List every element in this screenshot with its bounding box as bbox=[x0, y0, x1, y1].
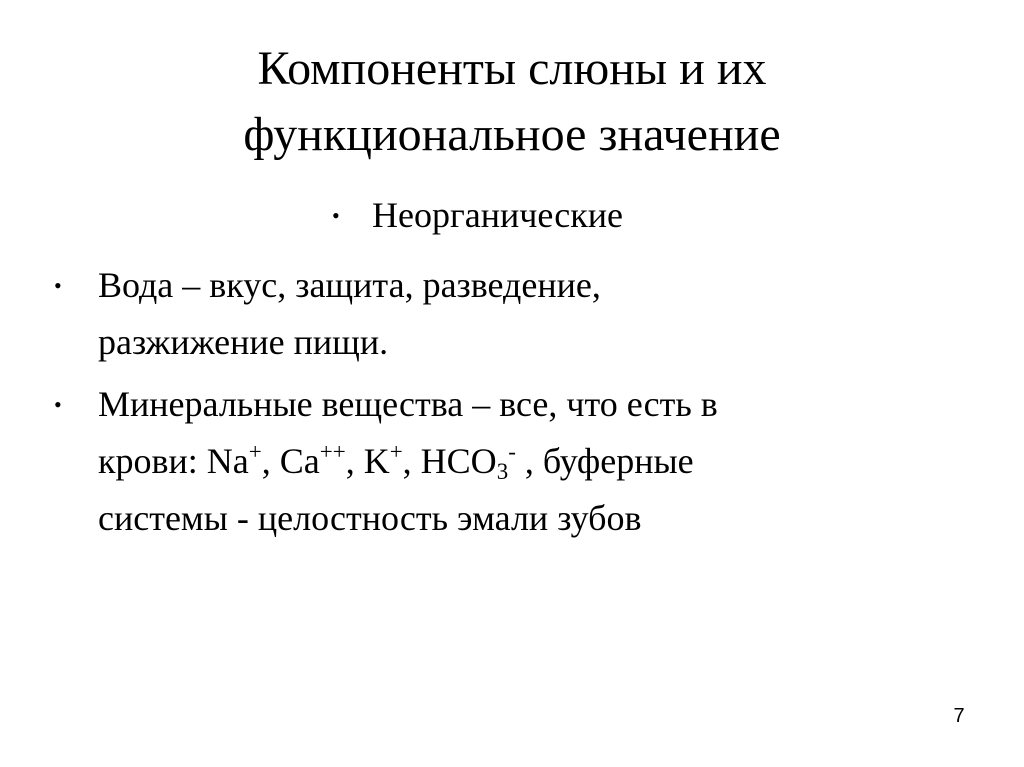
chem-na: Na bbox=[206, 441, 249, 481]
chem-hco: HCO bbox=[420, 441, 497, 481]
bullet-icon: • bbox=[54, 392, 62, 417]
chem-k: K bbox=[363, 441, 390, 481]
bullet-icon: • bbox=[54, 273, 62, 298]
text-separator: , bbox=[261, 441, 280, 481]
text-suffix: , буферные bbox=[515, 441, 694, 481]
bullet-list bbox=[52, 257, 952, 552]
chem-ca: Ca bbox=[279, 441, 320, 481]
chem-ca-charge: ++ bbox=[319, 439, 346, 464]
chem-hco-charge: - bbox=[508, 439, 516, 464]
slide-title-line-2: функциональное значение bbox=[243, 108, 781, 161]
text-prefix: крови: bbox=[98, 441, 207, 481]
bullet-item-minerals bbox=[52, 376, 952, 547]
text-separator: , bbox=[402, 441, 421, 481]
chem-k-charge: + bbox=[389, 439, 403, 464]
chem-na-charge: + bbox=[248, 439, 262, 464]
bullet-minerals-line-1: Минеральные вещества – все, что есть в bbox=[98, 384, 718, 424]
bullet-minerals-line-3: системы - целостность эмали зубов bbox=[98, 498, 642, 538]
bullet-water-line-2: разжижение пищи. bbox=[98, 322, 389, 362]
chem-hco-index: 3 bbox=[496, 459, 509, 484]
bullet-icon: • bbox=[332, 203, 340, 228]
bullet-water-line-1: Вода – вкус, защита, разведение, bbox=[98, 265, 601, 305]
text-separator: , bbox=[345, 441, 364, 481]
slide-number: 7 bbox=[953, 705, 965, 727]
subheading-text: Неорганические bbox=[372, 195, 623, 235]
slide-title bbox=[0, 36, 1024, 168]
bullet-minerals-line-2 bbox=[98, 433, 952, 490]
slide-title-line-1: Компоненты слюны и их bbox=[257, 42, 767, 95]
bullet-item-water bbox=[52, 257, 952, 371]
subheading bbox=[332, 193, 623, 237]
